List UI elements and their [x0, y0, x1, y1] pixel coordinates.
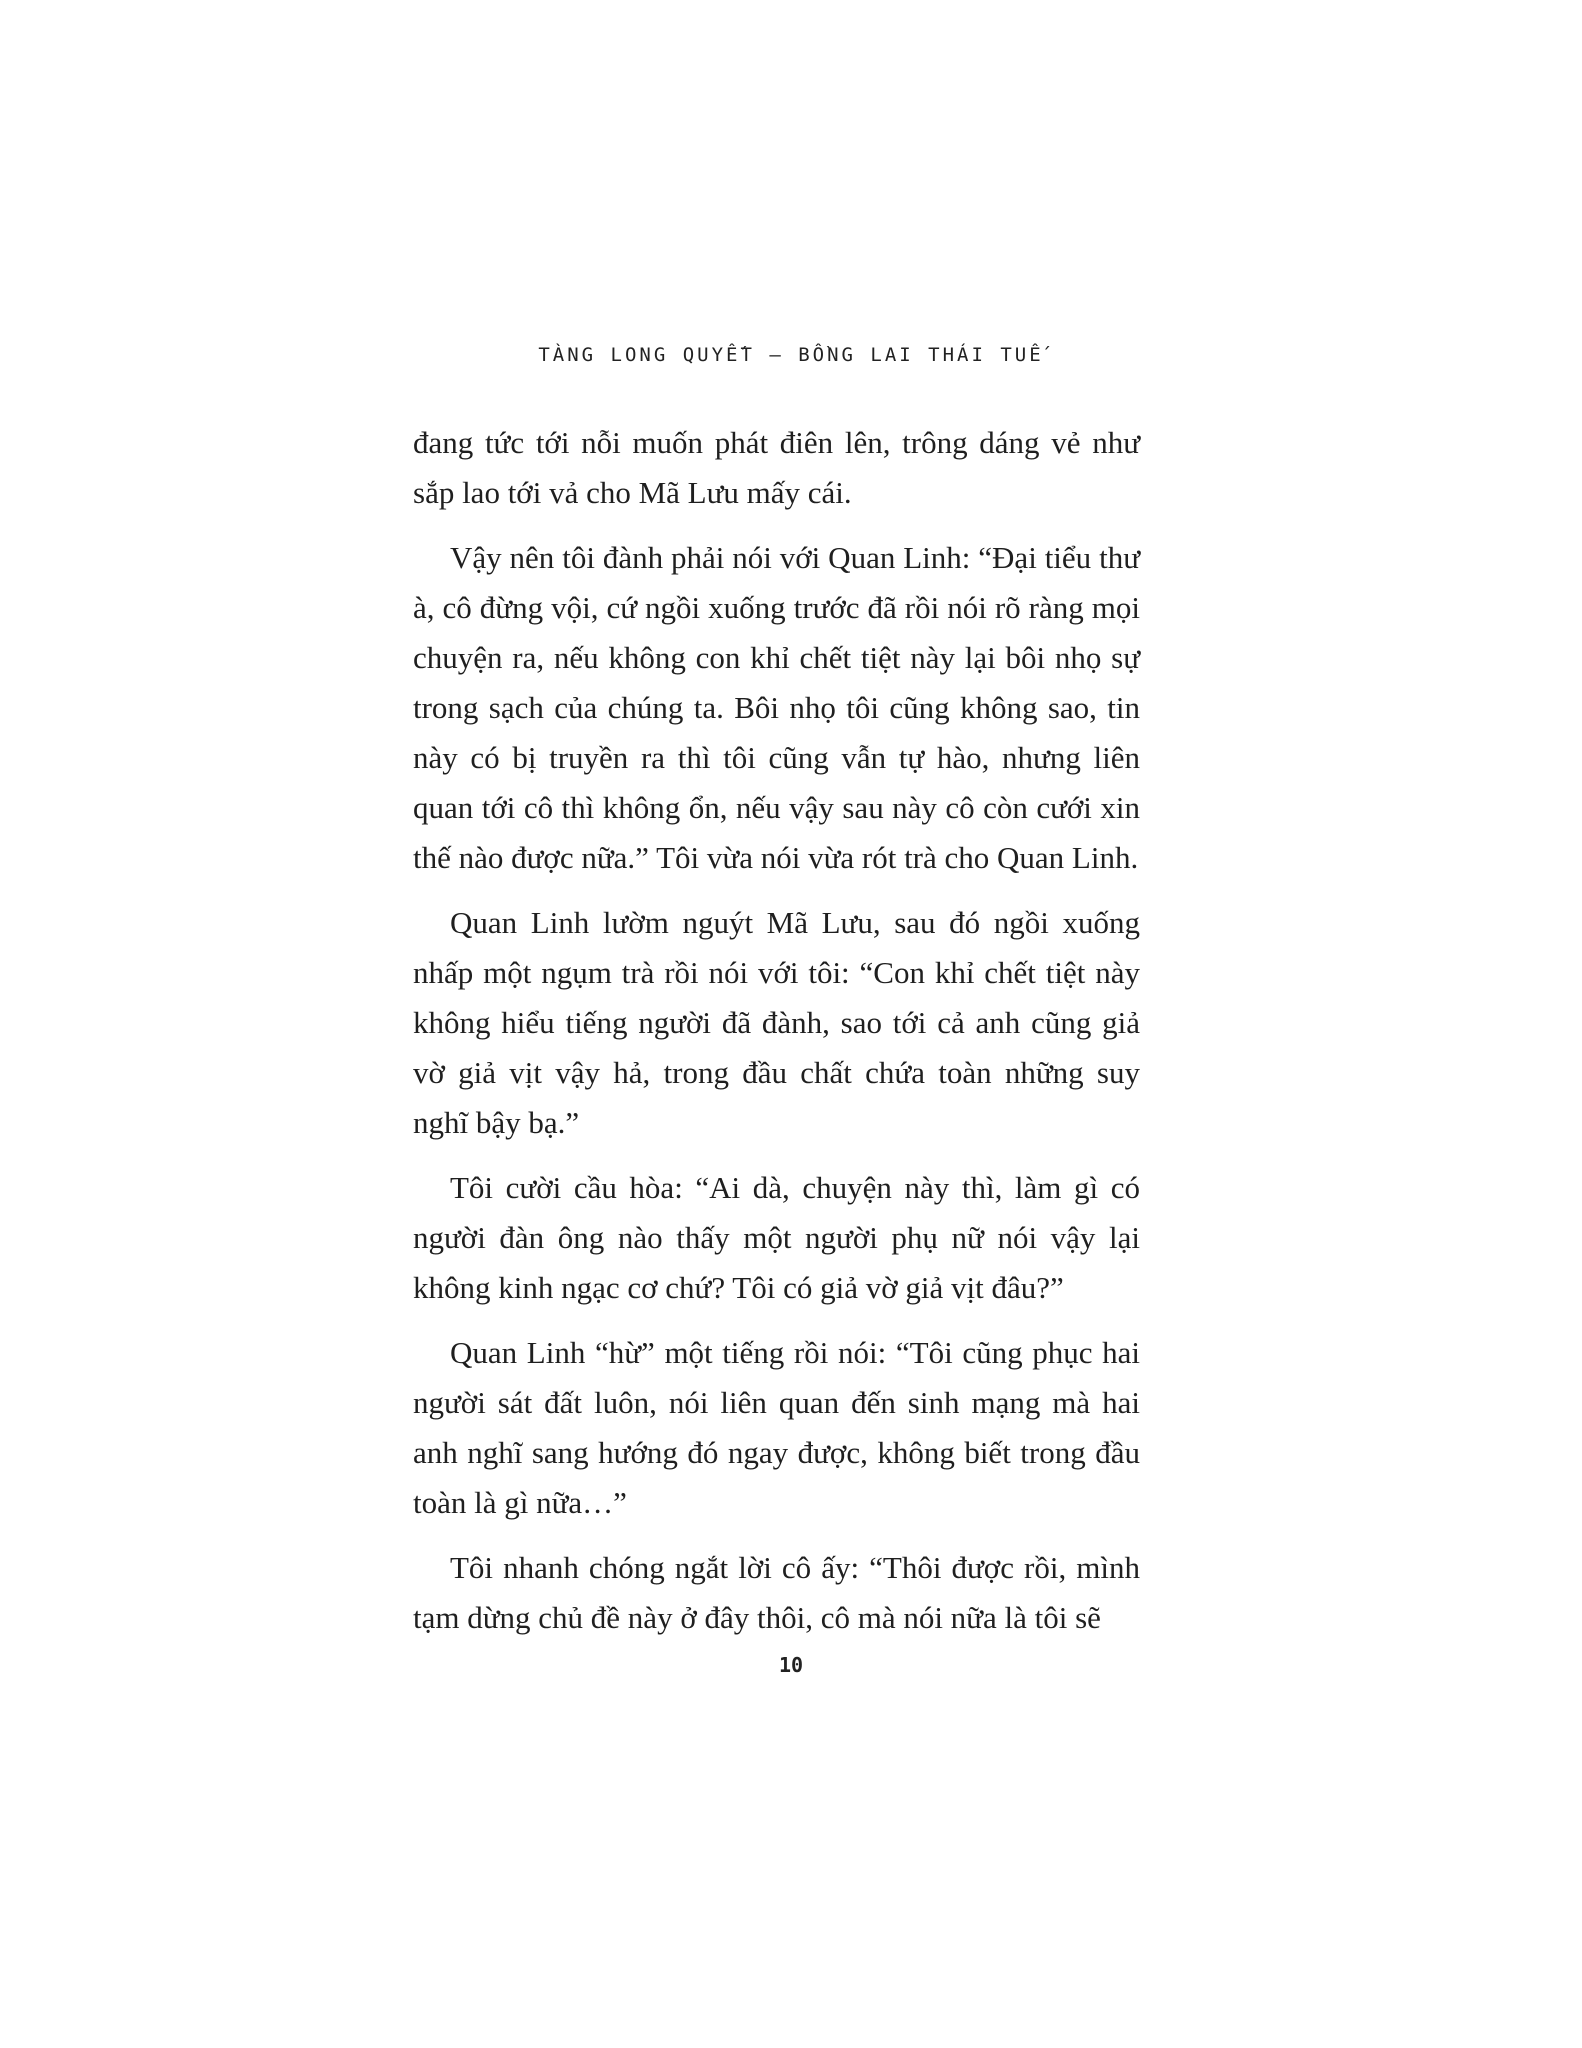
running-header: TÀNG LONG QUYẾT – BỒNG LAI THÁI TUẾ [538, 344, 1044, 366]
paragraph: Quan Linh “hừ” một tiếng rồi nói: “Tôi cũng phục hai người sát đất luôn, nói liên quan đến sinh mạng mà hai anh nghĩ sang hướng đó ngay được, không biết trong đầu toàn là gì nữa…” [413, 1335, 1140, 1520]
body-text [413, 418, 1140, 1658]
paragraph: Quan Linh lườm nguýt Mã Lưu, sau đó ngồi xuống nhấp một ngụm trà rồi nói với tôi: “Con khỉ chết tiệt này không hiểu tiếng người đã đành, sao tới cả anh cũng giả vờ giả vịt vậy hả, trong đầu chất chứa toàn những suy nghĩ bậy bạ.” [413, 905, 1140, 1140]
paragraph-continued: đang tức tới nỗi muốn phát điên lên, trông dáng vẻ như sắp lao tới vả cho Mã Lưu mấy cái. [413, 425, 1140, 510]
paragraph: Tôi nhanh chóng ngắt lời cô ấy: “Thôi được rồi, mình tạm dừng chủ đề này ở đây thôi, cô mà nói nữa là tôi sẽ [413, 1550, 1140, 1635]
paragraph: Vậy nên tôi đành phải nói với Quan Linh: “Đại tiểu thư à, cô đừng vội, cứ ngồi xuống trước đã rồi nói rõ ràng mọi chuyện ra, nếu không con khỉ chết tiệt này lại bôi nhọ sự trong sạch của chúng ta. Bôi nhọ tôi cũng không sao, tin này có bị truyền ra thì tôi cũng vẫn tự hào, nhưng liên quan tới cô thì không ổn, nếu vậy sau này cô còn cưới xin thế nào được nữa.” Tôi vừa nói vừa rót trà cho Quan Linh. [413, 540, 1140, 875]
paragraph: Tôi cười cầu hòa: “Ai dà, chuyện này thì, làm gì có người đàn ông nào thấy một người phụ nữ nói vậy lại không kinh ngạc cơ chứ? Tôi có giả vờ giả vịt đâu?” [413, 1170, 1140, 1305]
page-number: 10 [778, 1653, 804, 1677]
